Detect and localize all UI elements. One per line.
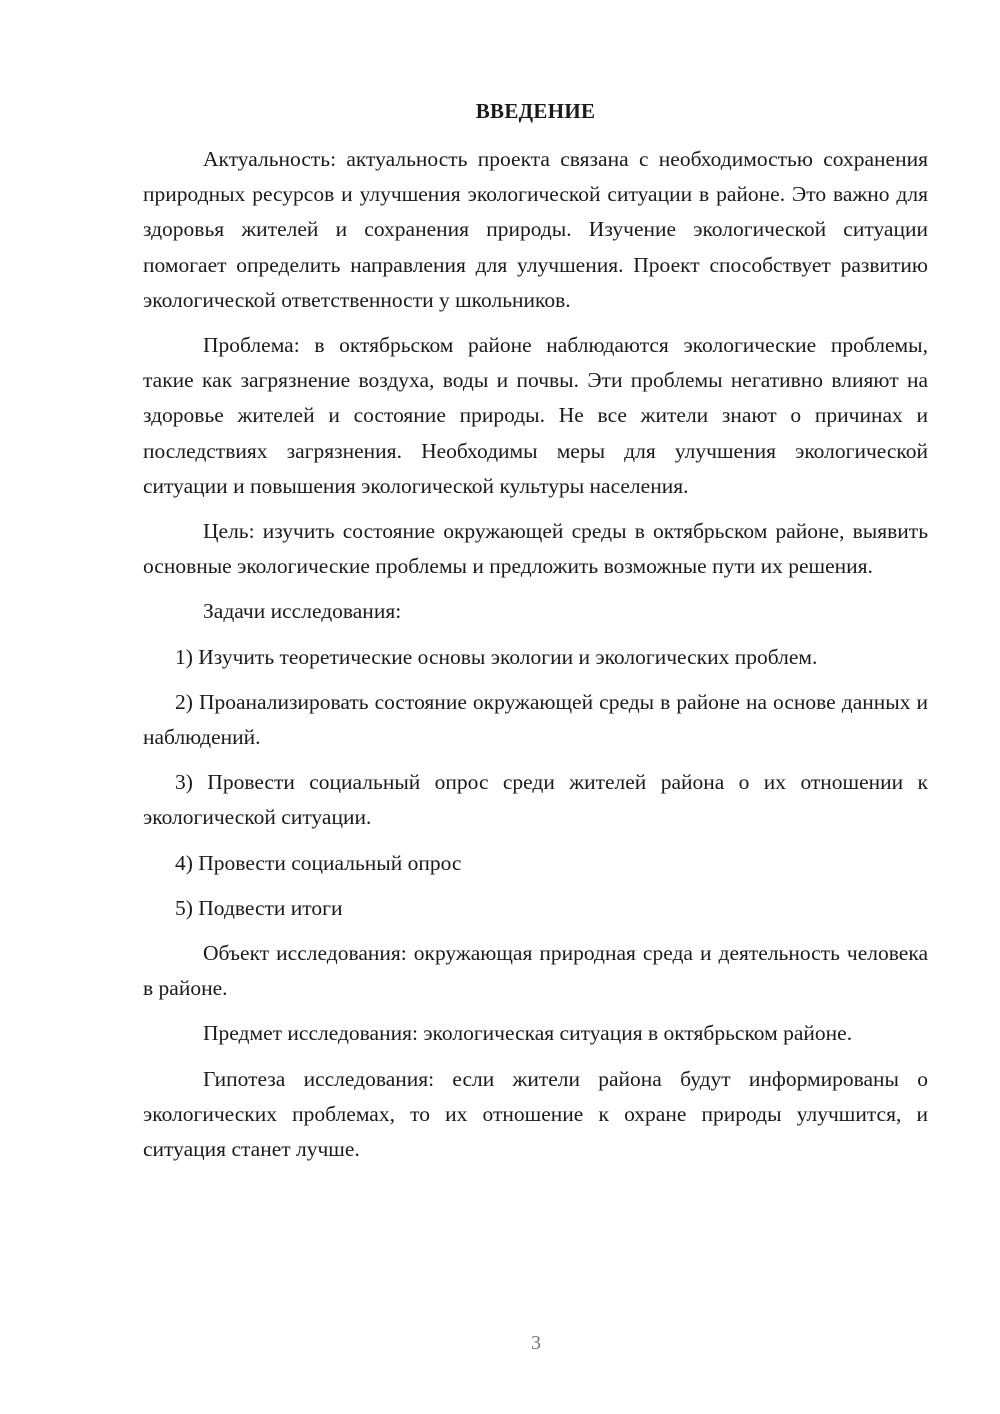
- problem-paragraph: Проблема: в октябрьском районе наблюдаются экологические проблемы, такие как загрязнение воздуха, воды и почвы. Эти проблемы негативно влияют на здоровье жителей и состояние природы. Не все жители знают о причинах и последствиях загрязнения. Необходимы меры для улучшения экологической ситуации и повышения экологической культуры населения.: [143, 333, 928, 498]
- object-paragraph: Объект исследования: окружающая природная среда и деятельность человека в районе.: [143, 941, 928, 1001]
- task-item: 1) Изучить теоретические основы экологии и экологических проблем.: [175, 644, 818, 669]
- page-number: 3: [531, 1332, 541, 1354]
- tasks-heading: Задачи исследования:: [203, 599, 402, 624]
- goal-paragraph: Цель: изучить состояние окружающей среды в октябрьском районе, выявить основные экологические проблемы и предложить возможные пути их решения.: [143, 519, 928, 579]
- task-item: 4) Провести социальный опрос: [175, 850, 462, 875]
- tasks-list: [143, 640, 928, 926]
- subject-paragraph: Предмет исследования: экологическая ситуация в октябрьском районе.: [203, 1021, 853, 1046]
- task-item: 3) Провести социальный опрос среди жителей района о их отношении к экологической ситуации.: [143, 770, 928, 830]
- page-content: [143, 94, 928, 1177]
- section-title: ВВЕДЕНИЕ: [475, 99, 596, 123]
- hypothesis-paragraph: Гипотеза исследования: если жители района будут информированы о экологических проблемах, то их отношение к охране природы улучшится, и ситуация станет лучше.: [143, 1066, 928, 1162]
- task-item: 5) Подвести итоги: [175, 895, 343, 920]
- relevance-paragraph: Актуальность: актуальность проекта связана с необходимостью сохранения природных ресурсов и улучшения экологической ситуации в районе. Это важно для здоровья жителей и сохранения природы. Изучение экологической ситуации помогает определить направления для улучшения. Проект способствует развитию экологической ответственности у школьников.: [143, 147, 928, 312]
- task-item: 2) Проанализировать состояние окружающей среды в районе на основе данных и наблюдений.: [143, 689, 928, 750]
